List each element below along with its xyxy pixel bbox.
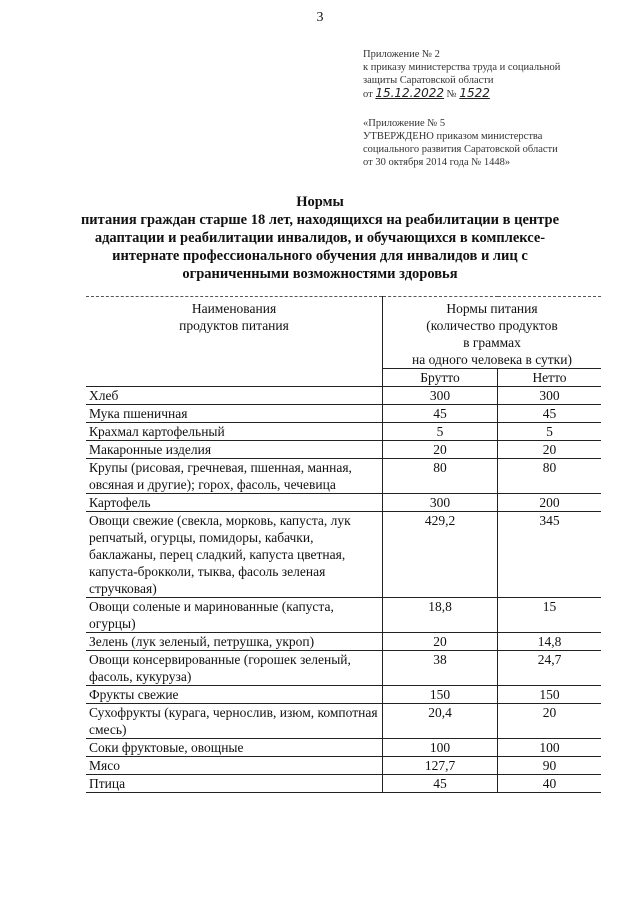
appendix-2-line3: защиты Саратовской области (363, 75, 494, 86)
table-row (86, 775, 601, 793)
table-row (86, 686, 601, 704)
brutto-cell: 300 (383, 494, 498, 512)
table-row (86, 739, 601, 757)
product-name-cell: Птица (86, 775, 383, 793)
table-row (86, 494, 601, 512)
appendix-5-line2: УТВЕРЖДЕНО приказом министерства (363, 131, 543, 142)
netto-cell: 100 (498, 739, 602, 757)
header-product-name (86, 297, 383, 387)
header-product-name-line2: продуктов питания (179, 318, 289, 333)
table-row (86, 633, 601, 651)
netto-cell: 45 (498, 405, 602, 423)
netto-cell: 20 (498, 704, 602, 739)
product-name-cell: Крупы (рисовая, гречневая, пшенная, манная, овсяная и другие); горох, фасоль, чечевица (86, 459, 383, 494)
netto-cell: 345 (498, 512, 602, 598)
netto-cell: 5 (498, 423, 602, 441)
header-norms-line1: Нормы питания (446, 301, 538, 316)
product-name-cell: Овощи консервированные (горошек зеленый, фасоль, кукуруза) (86, 651, 383, 686)
table-row (86, 423, 601, 441)
header-norms-line4: на одного человека в сутки) (412, 352, 572, 367)
title-line3: адаптации и реабилитации инвалидов, и обучающихся в комплексе- (94, 230, 546, 246)
netto-cell: 300 (498, 387, 602, 405)
header-brutto: Брутто (383, 369, 498, 387)
product-name-cell: Крахмал картофельный (86, 423, 383, 441)
netto-cell: 150 (498, 686, 602, 704)
appendix-2-line2: к приказу министерства труда и социальной (363, 62, 561, 73)
product-name-cell: Сухофрукты (курага, чернослив, изюм, компотная смесь) (86, 704, 383, 739)
nutrition-norms-table (86, 296, 601, 793)
netto-cell: 40 (498, 775, 602, 793)
appendix-2-line4 (363, 87, 560, 101)
table-row (86, 757, 601, 775)
product-name-cell: Мука пшеничная (86, 405, 383, 423)
appendix-5-line3: социального развития Саратовской области (363, 144, 558, 155)
brutto-cell: 150 (383, 686, 498, 704)
header-netto: Нетто (498, 369, 602, 387)
brutto-cell: 429,2 (383, 512, 498, 598)
brutto-cell: 127,7 (383, 757, 498, 775)
netto-cell: 20 (498, 441, 602, 459)
title-line2: питания граждан старше 18 лет, находящихся на реабилитации в центре (80, 212, 560, 228)
table-row (86, 441, 601, 459)
title-line4: интернате профессионального обучения для инвалидов и лиц с (112, 248, 528, 264)
header-product-name-line1: Наименования (191, 301, 277, 316)
appendix-5-line4: от 30 октября 2014 года № 1448» (363, 157, 511, 168)
product-name-cell: Соки фруктовые, овощные (86, 739, 383, 757)
table-row (86, 405, 601, 423)
product-name-cell: Мясо (86, 757, 383, 775)
brutto-cell: 20 (383, 633, 498, 651)
appendix-2-no-label: № (446, 89, 457, 100)
appendix-5-line1: «Приложение № 5 (363, 118, 446, 129)
brutto-cell: 45 (383, 405, 498, 423)
brutto-cell: 300 (383, 387, 498, 405)
appendix-2-from: от (363, 89, 373, 100)
netto-cell: 14,8 (498, 633, 602, 651)
product-name-cell: Овощи свежие (свекла, морковь, капуста, лук репчатый, огурцы, помидоры, кабачки, баклажаны, перец сладкий, капуста цветная, капуста-брокколи, тыква, фасоль зеленая стручковая) (86, 512, 383, 598)
table-row (86, 598, 601, 633)
netto-cell: 200 (498, 494, 602, 512)
table-row (86, 704, 601, 739)
netto-cell: 80 (498, 459, 602, 494)
brutto-cell: 38 (383, 651, 498, 686)
title-line1: Нормы (296, 194, 344, 210)
product-name-cell: Фрукты свежие (86, 686, 383, 704)
page-number: 3 (316, 10, 324, 25)
table-row (86, 459, 601, 494)
product-name-cell: Макаронные изделия (86, 441, 383, 459)
product-name-cell: Хлеб (86, 387, 383, 405)
handwritten-date: 15.12.2022 (375, 86, 445, 100)
appendix-2-line1: Приложение № 2 (363, 49, 440, 60)
product-name-cell: Зелень (лук зеленый, петрушка, укроп) (86, 633, 383, 651)
brutto-cell: 18,8 (383, 598, 498, 633)
table-header-row (86, 297, 601, 369)
title-line5: ограниченными возможностями здоровья (182, 266, 458, 282)
appendix-5-header (363, 117, 558, 169)
header-norms-line3: в граммах (463, 335, 521, 350)
document-title (0, 193, 640, 283)
netto-cell: 15 (498, 598, 602, 633)
handwritten-number: 1522 (459, 86, 490, 100)
brutto-cell: 80 (383, 459, 498, 494)
header-norms (383, 297, 602, 369)
table-row (86, 651, 601, 686)
netto-cell: 24,7 (498, 651, 602, 686)
brutto-cell: 20,4 (383, 704, 498, 739)
brutto-cell: 20 (383, 441, 498, 459)
netto-cell: 90 (498, 757, 602, 775)
table-body (86, 387, 601, 793)
brutto-cell: 45 (383, 775, 498, 793)
appendix-2-header (363, 48, 560, 101)
product-name-cell: Овощи соленые и маринованные (капуста, огурцы) (86, 598, 383, 633)
brutto-cell: 5 (383, 423, 498, 441)
table-row (86, 512, 601, 598)
table-row (86, 387, 601, 405)
header-norms-line2: (количество продуктов (426, 318, 558, 333)
brutto-cell: 100 (383, 739, 498, 757)
product-name-cell: Картофель (86, 494, 383, 512)
